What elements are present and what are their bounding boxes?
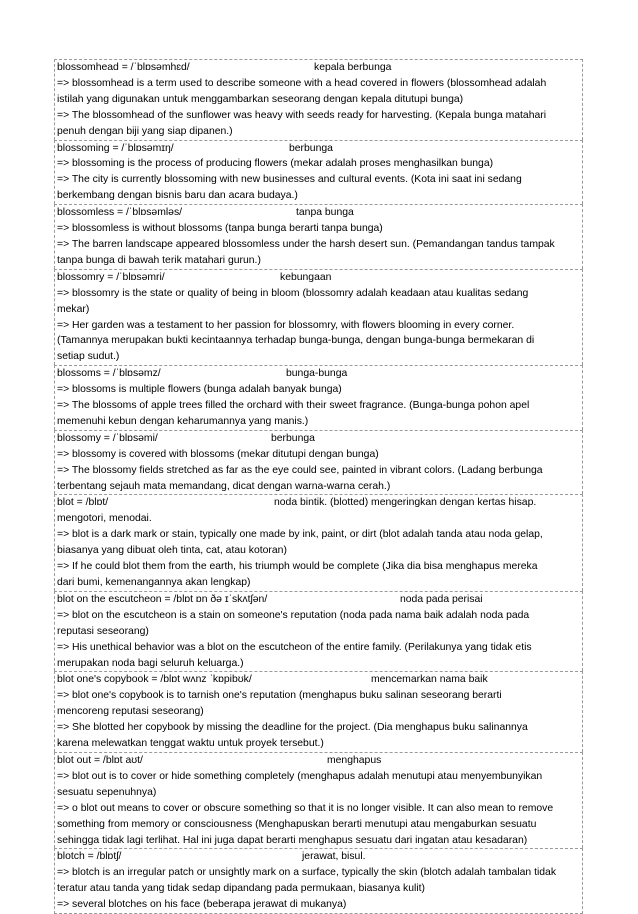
entry-line: => The blossoms of apple trees filled the orchard with their sweet fragrance. (Bunga-bunga pohon apel <box>57 400 530 412</box>
entry-line: => His unethical behavior was a blot on the escutcheon of the entire family. (Perilakunya yang tidak etis <box>57 641 532 653</box>
entry-line: terbentang sejauh mata memandang, dicat dengan warna-warna cerah.) <box>57 480 391 492</box>
entry-line: sehingga tidak lagi terlihat. Hal ini juga dapat berarti menghapus sesuatu dari ingatan atau kesadaran) <box>57 834 528 846</box>
entry-blot-on-the-escutcheon <box>54 591 583 672</box>
entry-blossoms <box>54 365 583 430</box>
entry-meaning: bunga-bunga <box>286 368 348 380</box>
entry-line: => blot is a dark mark or stain, typically one made by ink, paint, or dirt (blot adalah tanda atau noda gelap, <box>57 529 543 541</box>
entry-meaning: kepala berbunga <box>314 62 392 73</box>
entry-line: => blossomy is covered with blossoms (mekar ditutupi dengan bunga) <box>57 448 379 460</box>
entry-line: istilah yang digunakan untuk menggambarkan seseorang dengan kepala ditutupi bunga) <box>57 93 464 105</box>
entry-meaning: berbunga <box>271 432 315 444</box>
entry-line: penuh dengan biji yang siap dipanen.) <box>57 125 233 137</box>
entry-line: merupakan noda bagi seluruh keluarga.) <box>57 657 244 669</box>
entry-term: blossoming = /ˈblɒsəmɪŋ/ <box>57 142 174 154</box>
entry-line: => The blossomhead of the sunflower was heavy with seeds ready for harvesting. (Kepala bunga matahari <box>57 109 547 121</box>
entry-line: => o blot out means to cover or obscure something so that it is no longer visible. It can also mean to remove <box>57 802 554 814</box>
entry-line: => Her garden was a testament to her passion for blossomry, with flowers blooming in every corner. <box>57 319 515 331</box>
entry-line: => several blotches on his face (beberapa jerawat di mukanya) <box>57 899 347 911</box>
entry-blossomy <box>54 430 583 495</box>
entry-blossoming <box>54 140 583 205</box>
entry-meaning: kebungaan <box>280 271 332 283</box>
entry-line: dari bumi, kemenangannya akan lengkap) <box>57 577 251 588</box>
entry-blossomry <box>54 269 583 365</box>
entry-line: teratur atau tanda yang tidak sedap dipandang pada permukaan, biasanya kulit) <box>57 883 425 895</box>
entry-term: blot = /blɒt/ <box>57 497 109 509</box>
entry-meaning: noda pada perisai <box>400 593 483 605</box>
entry-line: karena melewatkan tenggat waktu untuk proyek tersebut.) <box>57 738 324 750</box>
entry-line: mekar) <box>57 303 90 315</box>
entry-line: => blossomhead is a term used to describe someone with a head covered in flowers (blossomhead adalah <box>57 77 547 89</box>
entry-term: blot out = /blɒt aʊt/ <box>57 754 143 766</box>
entry-line: => blossomless is without blossoms (tanpa bunga berarti tanpa bunga) <box>57 223 383 235</box>
entry-blossomless <box>54 204 583 269</box>
entry-line: => The city is currently blossoming with new businesses and cultural events. (Kota ini saat ini sedang <box>57 174 522 186</box>
entry-line: => She blotted her copybook by missing the deadline for the project. (Dia menghapus buku salinannya <box>57 722 528 734</box>
entry-term: blossomless = /ˈblɒsəmləs/ <box>57 207 183 219</box>
entry-line: => The barren landscape appeared blossomless under the harsh desert sun. (Pemandangan tandus tampak <box>57 238 555 250</box>
entry-line: => blossoming is the process of producing flowers (mekar adalah proses menghasilkan bunga) <box>57 158 494 170</box>
entry-line: biasanya yang dibuat oleh tinta, cat, atau kotoran) <box>57 545 287 557</box>
entry-line: => blot one's copybook is to tarnish one's reputation (menghapus buku salinan seseorang berarti <box>57 690 502 702</box>
entry-meaning: menghapus <box>327 754 382 766</box>
entry-line: tanpa bunga di bawah terik matahari gurun.) <box>57 254 261 266</box>
entry-meaning: mencemarkan nama baik <box>371 674 488 686</box>
entry-blot-ones-copybook <box>54 671 583 752</box>
entry-term: blossoms = /ˈblɒsəmz/ <box>57 368 161 380</box>
entry-term: blossomy = /ˈblɒsəmi/ <box>57 432 158 444</box>
entry-line: => blotch is an irregular patch or unsightly mark on a surface, typically the skin (blotch adalah tambalan tidak <box>57 867 557 879</box>
entry-blossomhead <box>54 59 583 140</box>
entry-line: => blot out is to cover or hide something completely (menghapus adalah menutupi atau menyembunyikan <box>57 770 543 782</box>
entry-line: mencoreng reputasi seseorang) <box>57 706 204 718</box>
entry-line: => blossomry is the state or quality of being in bloom (blossomry adalah keadaan atau kualitas sedang <box>57 287 529 299</box>
entry-line: memenuhi kebun dengan keharumannya yang manis.) <box>57 415 309 427</box>
entry-blot-out <box>54 752 583 848</box>
entry-line: => blossoms is multiple flowers (bunga adalah banyak bunga) <box>57 384 342 396</box>
entry-meaning: tanpa bunga <box>296 207 354 219</box>
entry-line: => blot on the escutcheon is a stain on someone's reputation (noda pada nama baik adalah noda pada <box>57 609 530 621</box>
entry-meaning: noda bintik. (blotted) mengeringkan dengan kertas hisap. <box>274 497 537 509</box>
entry-line: => The blossomy fields stretched as far as the eye could see, painted in vibrant colors. (Ladang berbunga <box>57 464 543 476</box>
entry-line: sesuatu sepenuhnya) <box>57 786 157 798</box>
entry-term: blot on the escutcheon = /blɒt ɒn ðə ɪˈskʌtʃən/ <box>57 593 268 605</box>
entry-term: blotch = /blɒtʃ/ <box>57 851 122 863</box>
entry-blotch <box>54 848 583 914</box>
entry-line: (Tamannya merupakan bukti kecintaannya terhadap bunga-bunga, dengan bunga-bunga bermekaran di <box>57 335 535 347</box>
entry-line: something from memory or consciousness (Menghapuskan berarti menutupi atau mengaburkan sesuatu <box>57 818 537 830</box>
entry-meaning: jerawat, bisul. <box>302 851 366 863</box>
dictionary-list <box>54 59 583 914</box>
entry-term: blot one's copybook = /blɒt wʌnz ˈkɒpibʊk/ <box>57 674 252 686</box>
entry-line: setiap sudut.) <box>57 351 120 363</box>
entry-term: blossomhead = /ˈblɒsəmhɛd/ <box>57 62 190 73</box>
entry-blot <box>54 494 583 590</box>
entry-line: mengotori, menodai. <box>57 513 152 525</box>
entry-line: berkembang dengan bisnis baru dan acara budaya.) <box>57 190 298 202</box>
entry-line: reputasi seseorang) <box>57 625 149 637</box>
entry-line: => If he could blot them from the earth, his triumph would be complete (Jika dia bisa menghapus mereka <box>57 561 538 573</box>
entry-meaning: berbunga <box>289 142 333 154</box>
entry-term: blossomry = /ˈblɒsəmri/ <box>57 271 165 283</box>
